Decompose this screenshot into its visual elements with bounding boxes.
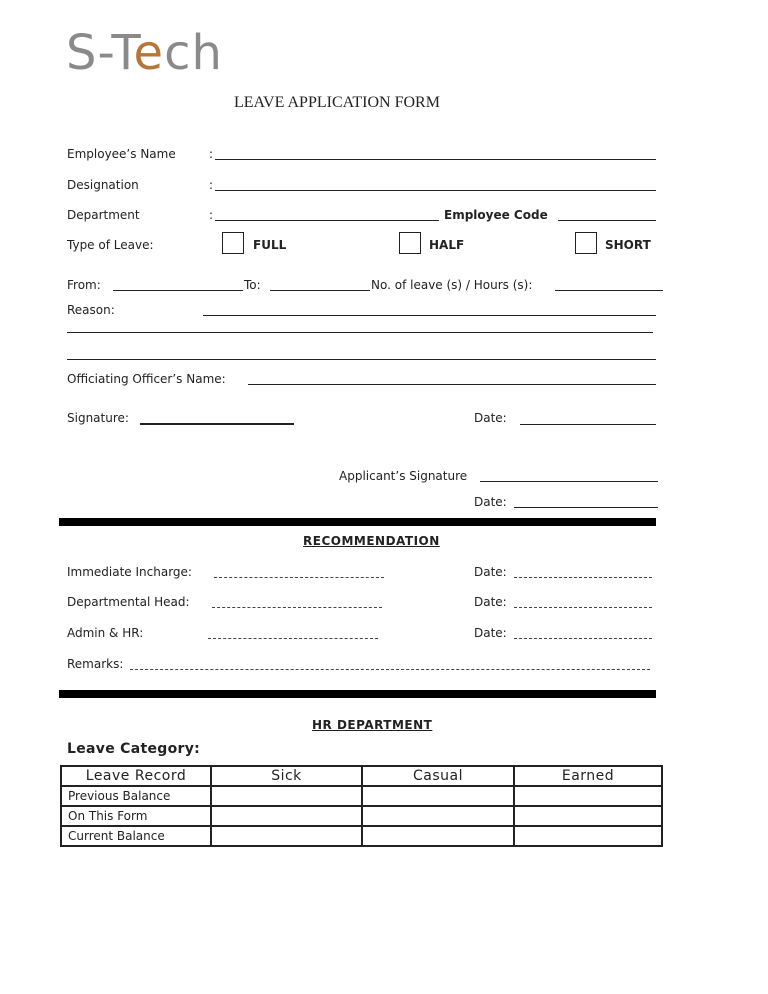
date-field[interactable]: [520, 424, 656, 425]
table-cell[interactable]: [211, 786, 362, 806]
table-row: [61, 806, 662, 826]
hr-department-heading: HR DEPARTMENT: [312, 718, 433, 732]
table-cell[interactable]: [211, 806, 362, 826]
table-cell[interactable]: [362, 826, 514, 846]
half-label: HALF: [429, 238, 465, 252]
to-field[interactable]: [270, 290, 370, 291]
department-field[interactable]: [215, 220, 439, 221]
applicant-signature-field[interactable]: [480, 481, 658, 482]
designation-field[interactable]: [215, 190, 656, 191]
reason-field-line-1[interactable]: [203, 315, 656, 316]
applicant-signature-label: Applicant’s Signature: [339, 469, 468, 483]
short-checkbox[interactable]: [575, 232, 597, 254]
employee-code-field[interactable]: [558, 220, 656, 221]
section-divider: [59, 518, 656, 526]
date-label: Date:: [474, 411, 507, 425]
admin-hr-field[interactable]: [208, 638, 378, 639]
table-cell[interactable]: [362, 786, 514, 806]
leave-category-label: Leave Category:: [67, 741, 201, 757]
recommendation-heading: RECOMMENDATION: [303, 534, 440, 548]
to-label: To:: [244, 278, 261, 292]
column-header: Leave Record: [61, 766, 211, 786]
immediate-incharge-label: Immediate Incharge:: [67, 565, 192, 579]
row-label: On This Form: [61, 806, 211, 826]
signature-field[interactable]: [140, 423, 294, 425]
admin-hr-date-label: Date:: [474, 626, 507, 640]
section-divider: [59, 690, 656, 698]
table-cell[interactable]: [211, 826, 362, 846]
applicant-date-label: Date:: [474, 495, 507, 509]
leave-record-table: [60, 765, 663, 847]
type-of-leave-label: Type of Leave:: [67, 238, 154, 252]
immediate-date-label: Date:: [474, 565, 507, 579]
short-label: SHORT: [605, 238, 651, 252]
column-header: Casual: [362, 766, 514, 786]
table-header-row: [61, 766, 662, 786]
no-of-leave-field[interactable]: [555, 290, 663, 291]
officiating-officer-field[interactable]: [248, 384, 656, 385]
table-cell[interactable]: [514, 806, 662, 826]
employee-code-label: Employee Code: [444, 208, 548, 222]
employee-name-label: Employee’s Name: [67, 147, 176, 161]
colon: :: [209, 208, 214, 222]
reason-label: Reason:: [67, 303, 115, 317]
table-row: [61, 826, 662, 846]
no-of-leave-label: No. of leave (s) / Hours (s):: [371, 278, 533, 292]
column-header: Earned: [514, 766, 662, 786]
reason-field-line-3[interactable]: [67, 359, 656, 360]
admin-hr-date-field[interactable]: [514, 638, 652, 639]
employee-name-field[interactable]: [215, 159, 656, 160]
department-label: Department: [67, 208, 140, 222]
immediate-incharge-field[interactable]: [214, 577, 384, 578]
table-cell[interactable]: [514, 786, 662, 806]
row-label: Current Balance: [61, 826, 211, 846]
full-label: FULL: [253, 238, 287, 252]
applicant-date-field[interactable]: [514, 507, 658, 508]
remarks-label: Remarks:: [67, 657, 124, 671]
from-label: From:: [67, 278, 101, 292]
departmental-head-field[interactable]: [212, 607, 382, 608]
dept-head-date-label: Date:: [474, 595, 507, 609]
admin-hr-label: Admin & HR:: [67, 626, 144, 640]
column-header: Sick: [211, 766, 362, 786]
departmental-head-label: Departmental Head:: [67, 595, 190, 609]
colon: :: [209, 147, 214, 161]
remarks-field[interactable]: [130, 669, 650, 670]
reason-field-line-2[interactable]: [67, 332, 653, 333]
table-cell[interactable]: [514, 826, 662, 846]
designation-label: Designation: [67, 178, 139, 192]
table-cell[interactable]: [362, 806, 514, 826]
row-label: Previous Balance: [61, 786, 211, 806]
form-title: LEAVE APPLICATION FORM: [234, 94, 440, 111]
company-logo: S-Tech: [66, 25, 223, 81]
signature-label: Signature:: [67, 411, 129, 425]
half-checkbox[interactable]: [399, 232, 421, 254]
immediate-date-field[interactable]: [514, 577, 652, 578]
table-row: [61, 786, 662, 806]
colon: :: [209, 178, 214, 192]
dept-head-date-field[interactable]: [514, 607, 652, 608]
officiating-officer-label: Officiating Officer’s Name:: [67, 372, 226, 386]
full-checkbox[interactable]: [222, 232, 244, 254]
from-field[interactable]: [113, 290, 243, 291]
